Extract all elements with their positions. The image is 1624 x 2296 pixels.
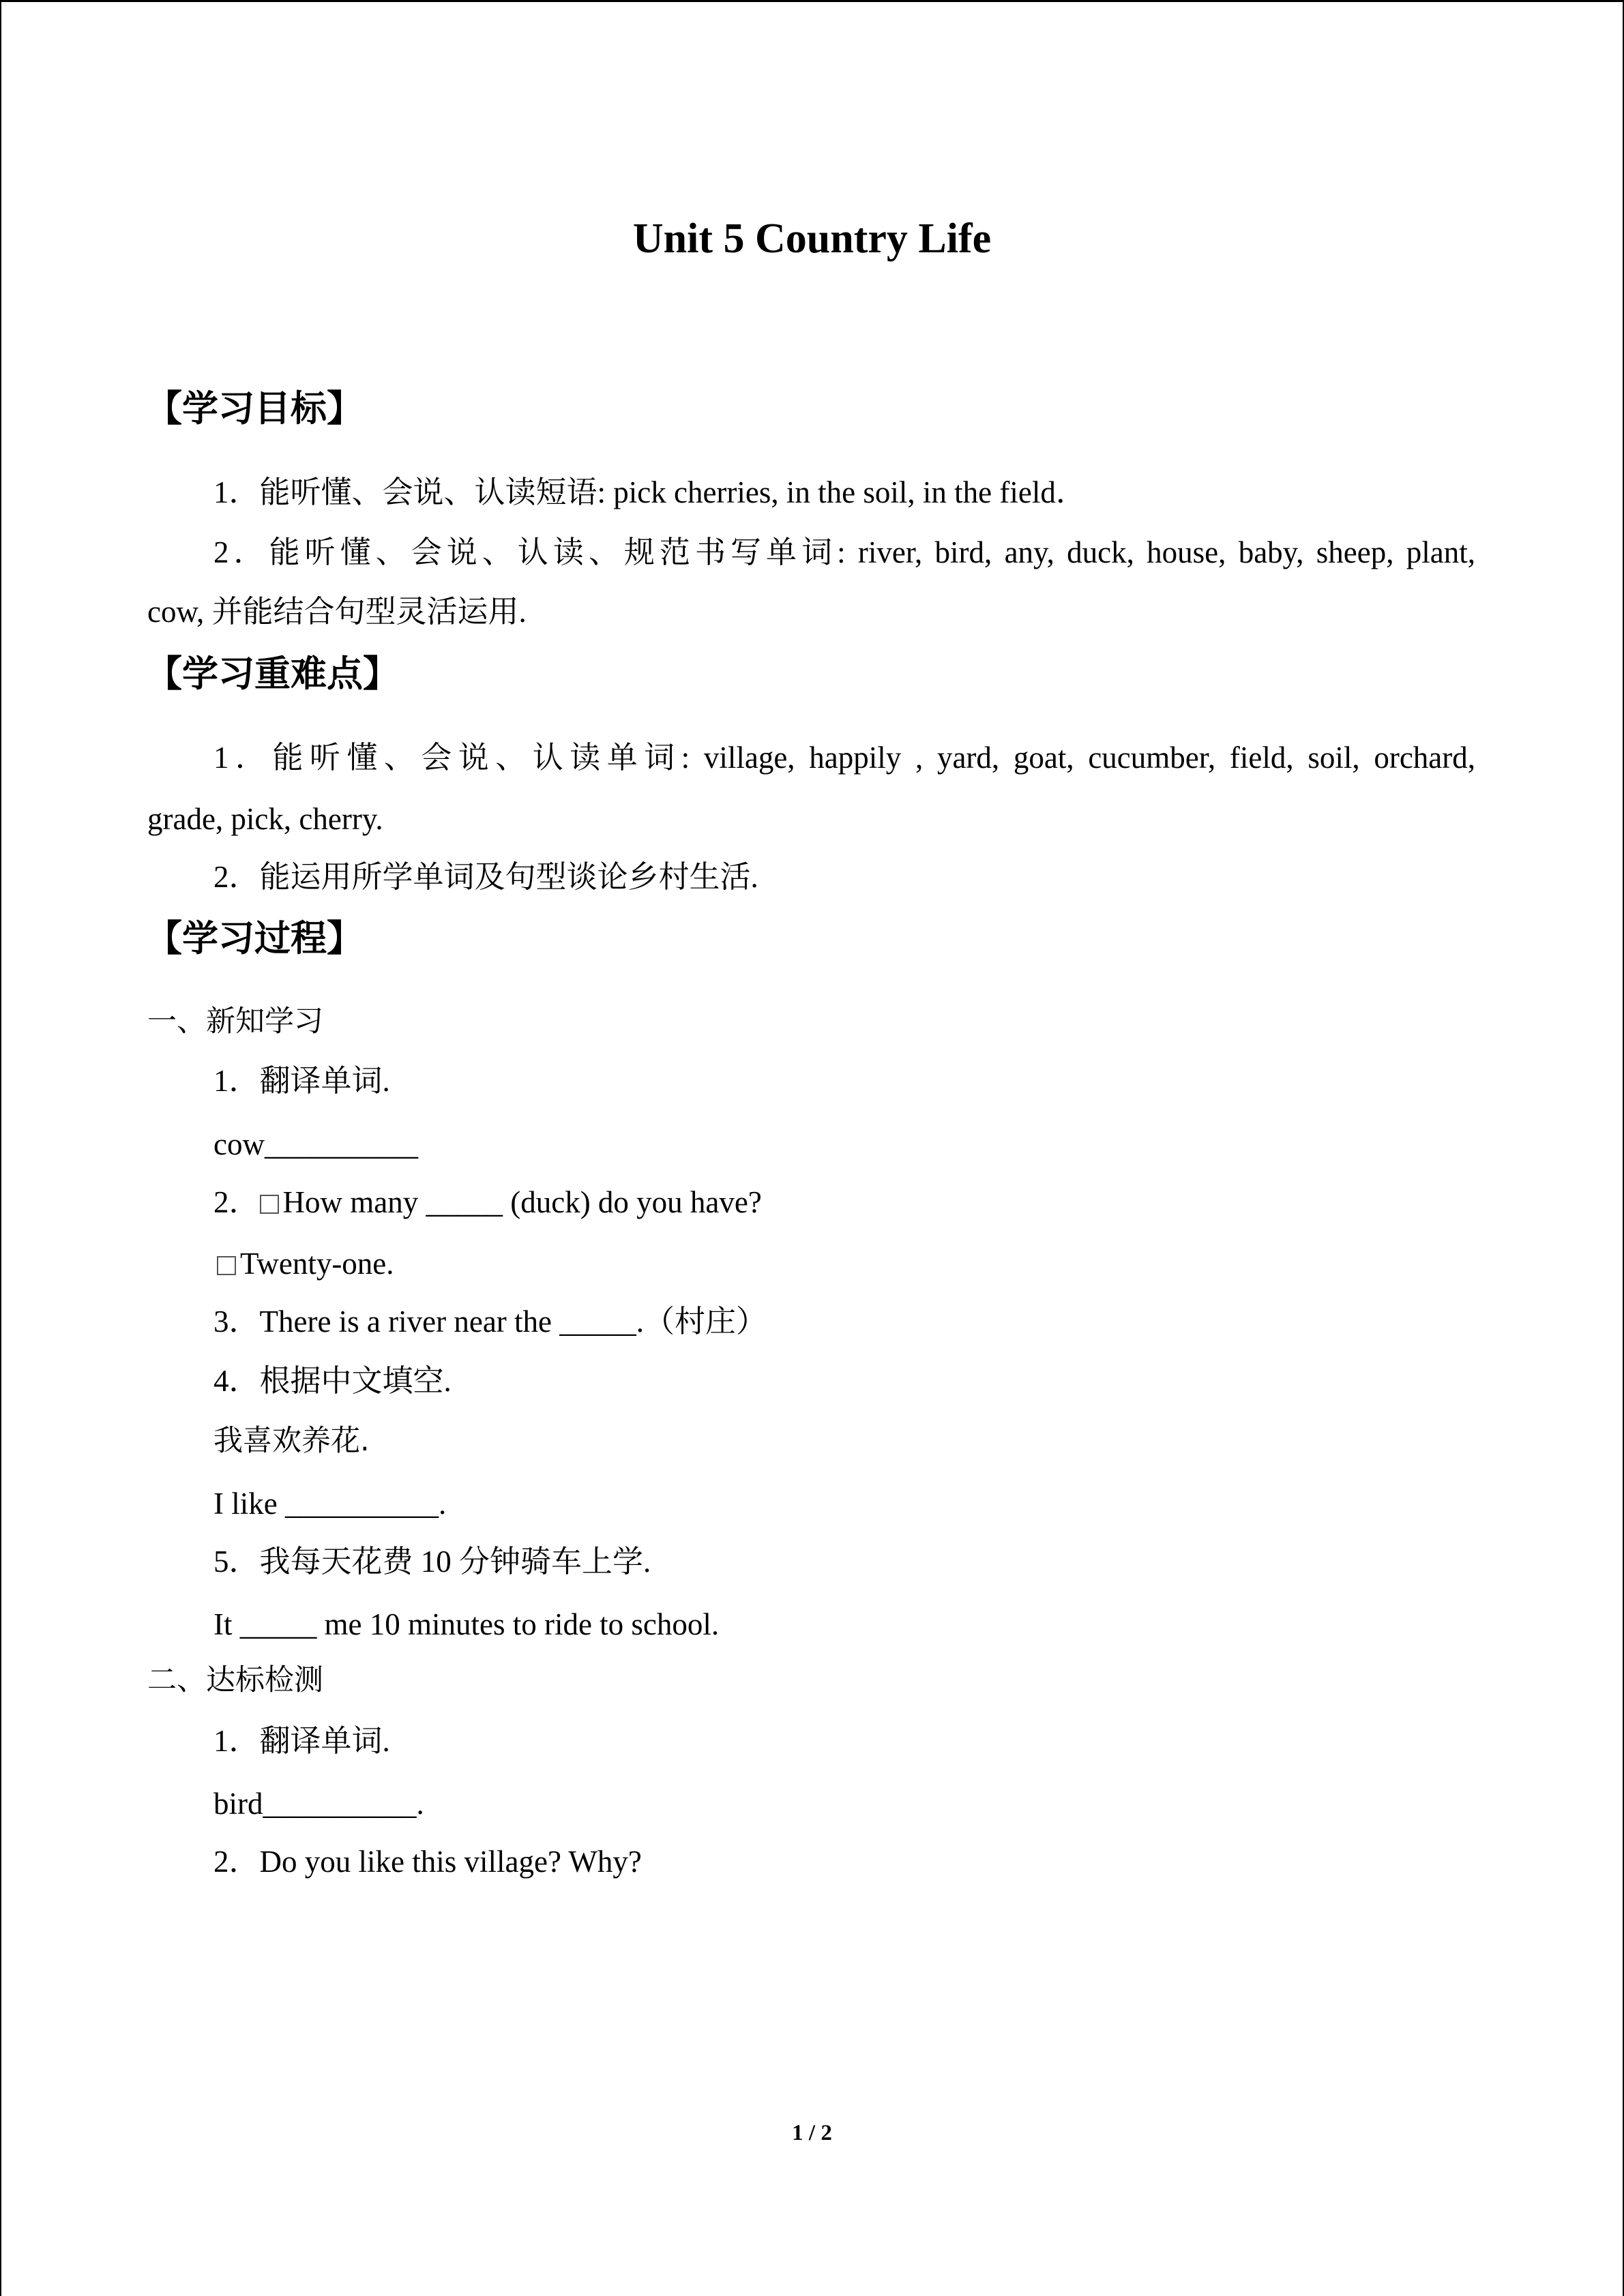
part1-question-1-blank: cow__________ xyxy=(213,1127,418,1161)
part1-question-2-number: 2． xyxy=(213,1185,260,1219)
key-points-item-1-line-1: 1．能听懂、会说、认读单词: village, happily , yard, goat, cucumber, field, soil, orchard, xyxy=(213,741,1475,775)
part2-question-1: 1．翻译单词. xyxy=(213,1724,390,1758)
part2-question-1-blank: bird__________. xyxy=(213,1787,424,1821)
part1-question-3: 3．There is a river near the _____.（村庄） xyxy=(213,1304,767,1339)
key-points-heading: 【学习重难点】 xyxy=(146,653,399,695)
part1-question-4: 4．根据中文填空. xyxy=(213,1364,452,1398)
objectives-item-2-line-2: cow, 并能结合句型灵活运用. xyxy=(147,595,527,629)
part2-question-2: 2．Do you like this village? Why? xyxy=(213,1845,642,1879)
part1-question-5-blank: It _____ me 10 minutes to ride to school. xyxy=(213,1607,720,1641)
part1-question-4-blank: I like __________. xyxy=(213,1487,447,1521)
part1-heading: 一、新知学习 xyxy=(147,1004,323,1039)
process-heading: 【学习过程】 xyxy=(146,918,363,959)
checkbox-box-icon xyxy=(260,1195,279,1214)
part2-heading: 二、达标检测 xyxy=(147,1663,323,1697)
part1-question-2-answer-text: Twenty-one. xyxy=(240,1247,394,1281)
part1-question-5: 5．我每天花费 10 分钟骑车上学. xyxy=(213,1545,651,1579)
page-number: 1 / 2 xyxy=(792,2121,832,2145)
part1-question-2-answer xyxy=(217,1240,394,1287)
key-points-item-2: 2．能运用所学单词及句型谈论乡村生活. xyxy=(213,860,758,894)
part1-question-1: 1．翻译单词. xyxy=(213,1064,390,1098)
objectives-item-1: 1．能听懂、会说、认读短语: pick cherries, in the soil, in the field． xyxy=(213,475,1087,509)
objectives-item-2-line-1: 2．能听懂、会说、认读、规范书写单词: river, bird, any, duck, house, baby, sheep, plant, xyxy=(213,535,1475,569)
part1-question-4-chinese: 我喜欢养花. xyxy=(213,1424,370,1458)
document-title: Unit 5 Country Life xyxy=(632,215,992,262)
key-points-item-1-line-2: grade, pick, cherry. xyxy=(147,802,383,836)
part1-question-2-text: How many _____ (duck) do you have? xyxy=(282,1185,762,1219)
checkbox-box-icon xyxy=(217,1256,236,1275)
objectives-heading: 【学习目标】 xyxy=(146,388,363,430)
part1-question-2 xyxy=(213,1178,762,1226)
